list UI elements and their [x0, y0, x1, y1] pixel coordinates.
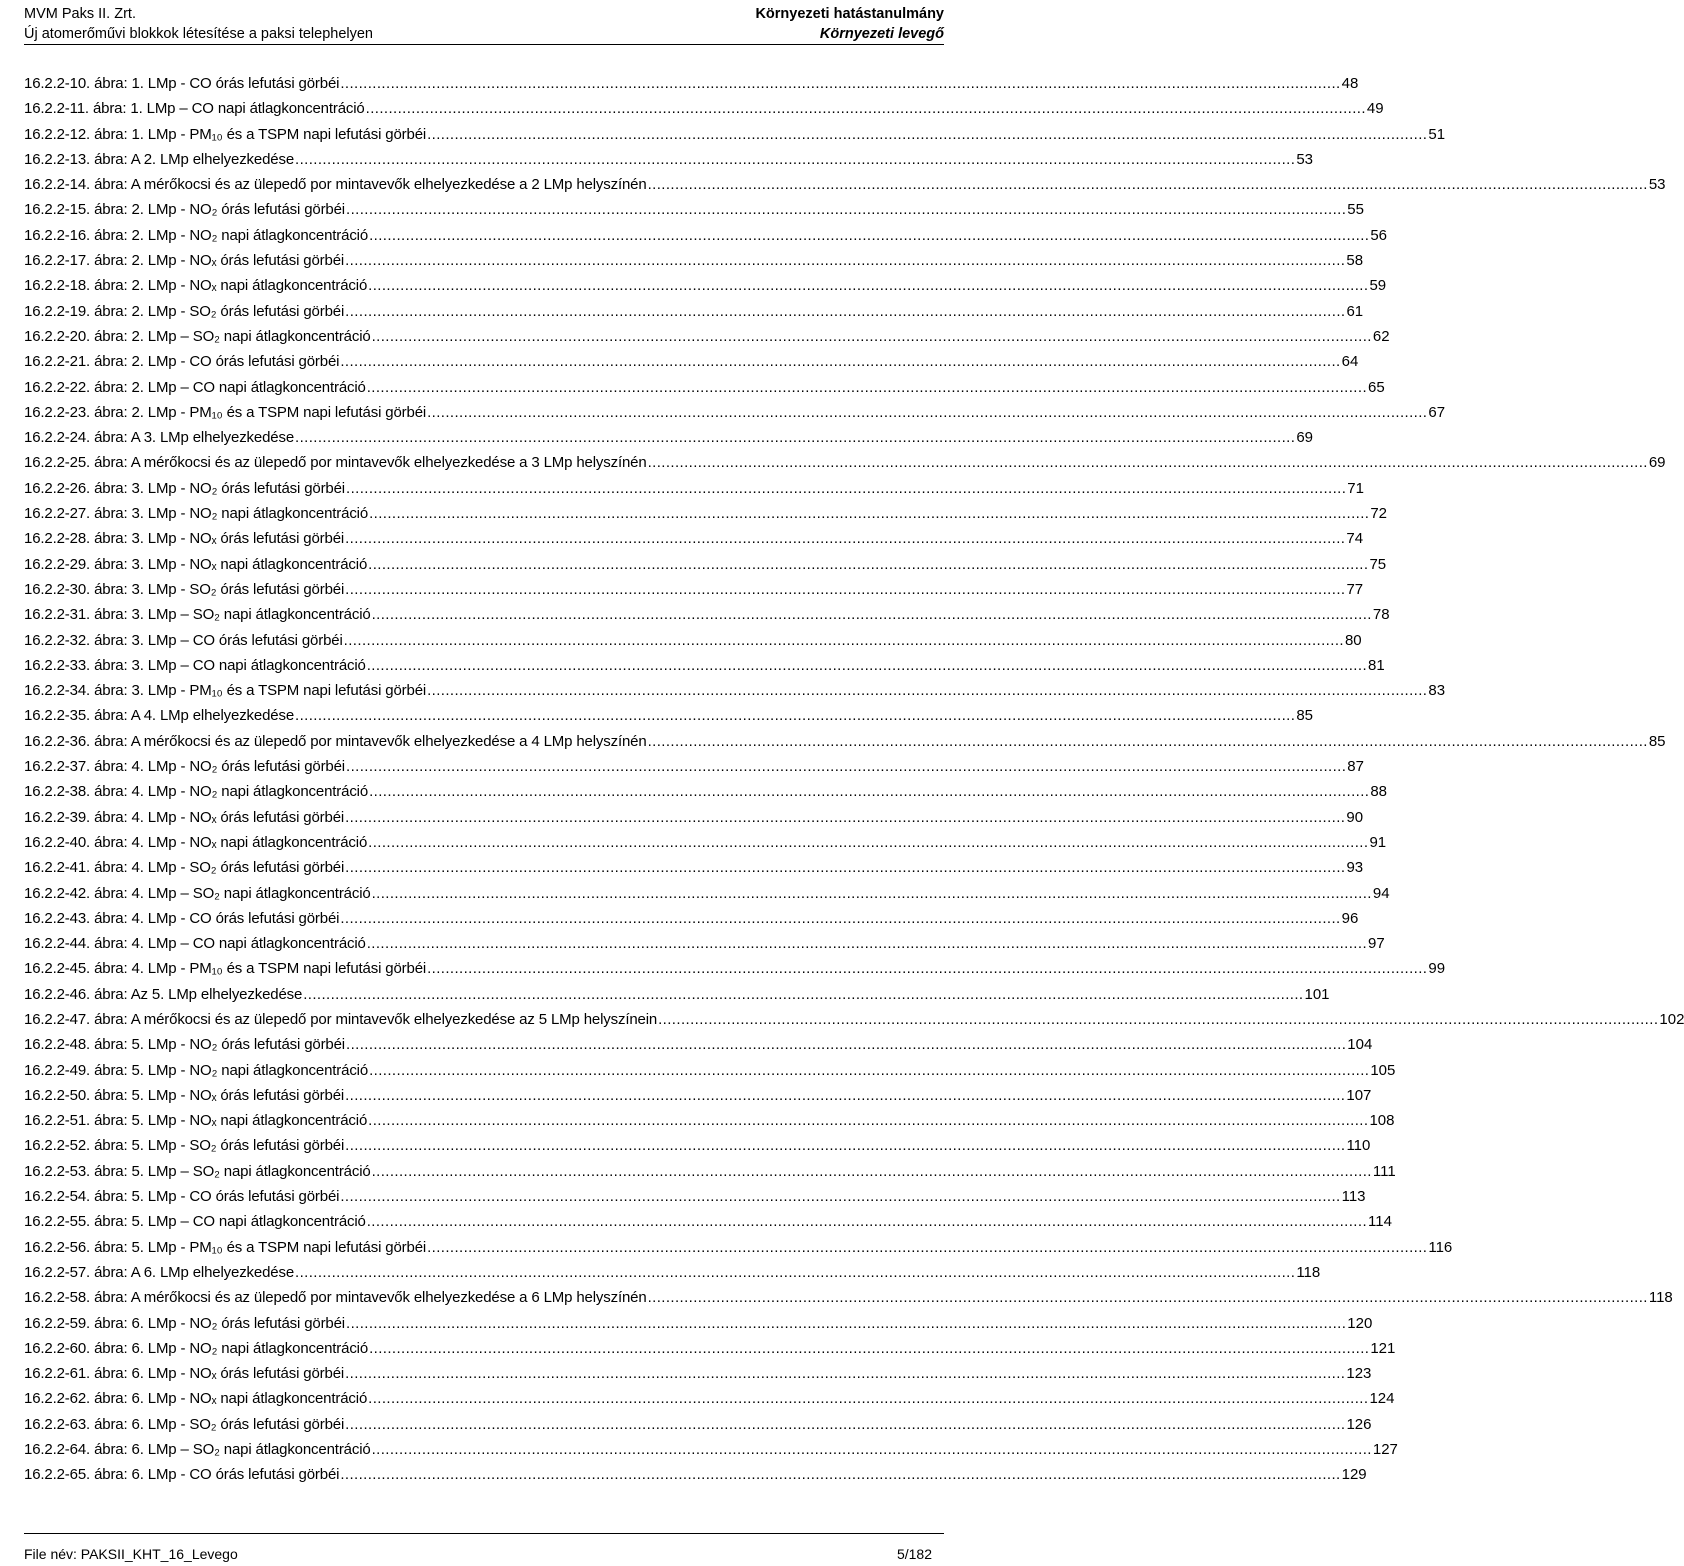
- toc-entry-page: 72: [1370, 505, 1388, 523]
- toc-entry[interactable]: [24, 1137, 1371, 1162]
- toc-entry-page: 61: [1346, 302, 1364, 320]
- toc-entry-title: 16.2.2-61. ábra: 6. LMp - NOₓ órás lefutási görbéi: [24, 1365, 345, 1383]
- dot-leader: [340, 910, 1340, 927]
- toc-entry-title: 16.2.2-28. ábra: 3. LMp - NOₓ órás lefutási görbéi: [24, 530, 345, 548]
- toc-entry-title: 16.2.2-26. ábra: 3. LMp - NO₂ órás lefutási görbéi: [24, 479, 345, 497]
- dot-leader: [295, 1264, 1295, 1281]
- dot-leader: [345, 1087, 1345, 1104]
- dot-leader: [372, 328, 1372, 345]
- dot-leader: [345, 1137, 1345, 1154]
- toc-entry-title: 16.2.2-33. ábra: 3. LMp – CO napi átlagkoncentráció: [24, 656, 366, 674]
- toc-entry-page: 85: [1648, 732, 1666, 750]
- toc-entry-title: 16.2.2-37. ábra: 4. LMp - NO₂ órás lefutási görbéi: [24, 758, 345, 776]
- dot-leader: [369, 227, 1369, 244]
- dot-leader: [295, 707, 1295, 724]
- dot-leader: [345, 303, 1345, 320]
- toc-entry-title: 16.2.2-54. ábra: 5. LMp - CO órás lefutási görbéi: [24, 1188, 340, 1206]
- toc-entry-page: 121: [1370, 1339, 1396, 1357]
- toc-entry[interactable]: [24, 277, 1387, 302]
- dot-leader: [340, 75, 1340, 92]
- toc-entry-title: 16.2.2-62. ábra: 6. LMp - NOₓ napi átlagkoncentráció: [24, 1390, 368, 1408]
- toc-entry[interactable]: [24, 1010, 1684, 1036]
- dot-leader: [369, 1340, 1369, 1357]
- toc-entry-title: 16.2.2-31. ábra: 3. LMp – SO₂ napi átlagkoncentráció: [24, 606, 371, 624]
- dot-leader: [345, 252, 1345, 269]
- toc-entry-page: 56: [1370, 226, 1388, 244]
- toc-entry[interactable]: [24, 935, 1385, 960]
- toc-entry[interactable]: [24, 327, 1390, 353]
- dot-leader: [346, 201, 1346, 218]
- toc-entry-page: 110: [1346, 1137, 1371, 1155]
- toc-entry-page: 83: [1428, 682, 1446, 700]
- toc-entry-title: 16.2.2-29. ábra: 3. LMp - NOₓ napi átlagkoncentráció: [24, 555, 368, 573]
- toc-entry-page: 88: [1370, 783, 1388, 801]
- toc-entry[interactable]: [24, 176, 1666, 201]
- toc-entry-title: 16.2.2-58. ábra: A mérőkocsi és az ülepedő por mintavevők elhelyezkedése a 6 LMp helyszínén: [24, 1289, 647, 1307]
- toc-entry-title: 16.2.2-41. ábra: 4. LMp - SO₂ órás lefutási görbéi: [24, 859, 345, 877]
- toc-entry-page: 99: [1428, 960, 1446, 978]
- toc-entry-title: 16.2.2-52. ábra: 5. LMp - SO₂ órás lefutási görbéi: [24, 1137, 345, 1155]
- toc-entry-page: 124: [1369, 1390, 1395, 1408]
- toc-entry[interactable]: [24, 1441, 1398, 1466]
- dot-leader: [344, 632, 1344, 649]
- dot-leader: [367, 379, 1367, 396]
- toc-entry-page: 75: [1369, 555, 1387, 573]
- toc-entry-title: 16.2.2-14. ábra: A mérőkocsi és az ülepedő por mintavevők elhelyezkedése a 2 LMp helyszínén: [24, 176, 647, 194]
- toc-entry[interactable]: [24, 1086, 1372, 1112]
- header-left: [24, 4, 373, 44]
- toc-entry[interactable]: [24, 353, 1359, 378]
- dot-leader: [303, 986, 1303, 1003]
- toc-entry-page: 120: [1347, 1314, 1373, 1332]
- toc-entry-page: 64: [1341, 353, 1359, 371]
- toc-entry-title: 16.2.2-51. ábra: 5. LMp - NOₓ napi átlagkoncentráció: [24, 1112, 368, 1130]
- toc-entry[interactable]: [24, 530, 1364, 555]
- dot-leader: [345, 859, 1345, 876]
- toc-entry-page: 96: [1341, 909, 1359, 927]
- dot-leader: [648, 733, 1648, 750]
- dot-leader: [346, 480, 1346, 497]
- toc-entry-page: 118: [1648, 1289, 1673, 1307]
- toc-entry-page: 71: [1347, 479, 1364, 497]
- toc-entry[interactable]: [24, 1188, 1366, 1213]
- dot-leader: [345, 1365, 1345, 1382]
- toc-entry[interactable]: [24, 985, 1330, 1011]
- toc-entry-title: 16.2.2-11. ábra: 1. LMp – CO napi átlagkoncentráció: [24, 100, 365, 118]
- toc-entry[interactable]: [24, 1390, 1395, 1415]
- toc-entry-title: 16.2.2-35. ábra: A 4. LMp elhelyezkedése: [24, 707, 295, 725]
- toc-entry[interactable]: [24, 631, 1362, 657]
- toc-entry-page: 80: [1344, 631, 1362, 649]
- toc-entry-title: 16.2.2-32. ábra: 3. LMp – CO órás lefutási görbéi: [24, 631, 343, 649]
- toc-entry-page: 77: [1346, 580, 1364, 598]
- dot-leader: [372, 606, 1372, 623]
- toc-entry[interactable]: [24, 201, 1364, 226]
- toc-entry-title: 16.2.2-25. ábra: A mérőkocsi és az ülepedő por mintavevők elhelyezkedése a 3 LMp helyszínén: [24, 454, 647, 472]
- toc-entry-title: 16.2.2-16. ábra: 2. LMp - NO₂ napi átlagkoncentráció: [24, 226, 369, 244]
- toc-entry-title: 16.2.2-53. ábra: 5. LMp – SO₂ napi átlagkoncentráció: [24, 1162, 371, 1180]
- dot-leader: [658, 1011, 1658, 1028]
- toc-entry[interactable]: [24, 1365, 1372, 1390]
- toc-entry-title: 16.2.2-47. ábra: A mérőkocsi és az ülepedő por mintavevők elhelyezkedése az 5 LMp helyszínein: [24, 1010, 658, 1028]
- toc-entry[interactable]: [24, 100, 1384, 125]
- toc-entry[interactable]: [24, 1238, 1453, 1264]
- toc-entry[interactable]: [24, 1263, 1321, 1289]
- toc-entry-title: 16.2.2-48. ábra: 5. LMp - NO₂ órás lefutási görbéi: [24, 1036, 345, 1054]
- toc-entry[interactable]: [24, 606, 1390, 631]
- toc-entry-title: 16.2.2-36. ábra: A mérőkocsi és az ülepedő por mintavevők elhelyezkedése a 4 LMp helyszínén: [24, 732, 647, 750]
- toc-entry[interactable]: [24, 75, 1359, 100]
- dot-leader: [367, 1213, 1367, 1230]
- toc-entry-page: 104: [1347, 1036, 1373, 1054]
- toc-entry[interactable]: [24, 479, 1364, 505]
- toc-entry[interactable]: [24, 555, 1387, 581]
- toc-entry[interactable]: [24, 808, 1364, 834]
- toc-entry-title: 16.2.2-21. ábra: 2. LMp - CO órás lefutási görbéi: [24, 353, 340, 371]
- toc-entry-title: 16.2.2-23. ábra: 2. LMp - PM₁₀ és a TSPM napi lefutási görbéi: [24, 403, 427, 421]
- toc-entry-title: 16.2.2-30. ábra: 3. LMp - SO₂ órás lefutási görbéi: [24, 580, 345, 598]
- dot-leader: [346, 1036, 1346, 1053]
- toc-entry-page: 65: [1368, 378, 1385, 396]
- document-title: Környezeti hatástanulmány: [755, 6, 944, 22]
- toc-entry-page: 81: [1368, 656, 1385, 674]
- dot-leader: [369, 505, 1369, 522]
- dot-leader: [346, 1315, 1346, 1332]
- toc-entry-page: 69: [1648, 454, 1666, 472]
- toc-entry-page: 87: [1347, 758, 1364, 776]
- toc-entry-page: 55: [1347, 201, 1364, 219]
- toc-entry-page: 78: [1372, 606, 1390, 624]
- page-number: 5/182: [896, 1546, 932, 1562]
- toc-entry[interactable]: [24, 833, 1387, 859]
- toc-entry-page: 51: [1428, 125, 1446, 143]
- toc-entry-title: 16.2.2-46. ábra: Az 5. LMp elhelyezkedése: [24, 985, 303, 1003]
- toc-entry[interactable]: [24, 580, 1364, 606]
- toc-entry-title: 16.2.2-15. ábra: 2. LMp - NO₂ órás lefutási görbéi: [24, 201, 345, 219]
- header-divider: [24, 44, 944, 45]
- toc-entry-title: 16.2.2-63. ábra: 6. LMp - SO₂ órás lefutási görbéi: [24, 1415, 345, 1433]
- toc-entry-title: 16.2.2-17. ábra: 2. LMp - NOₓ órás lefutási görbéi: [24, 252, 345, 270]
- toc-entry-page: 74: [1346, 530, 1364, 548]
- dot-leader: [295, 429, 1295, 446]
- toc-entry-title: 16.2.2-55. ábra: 5. LMp – CO napi átlagkoncentráció: [24, 1213, 366, 1231]
- toc-entry-title: 16.2.2-43. ábra: 4. LMp - CO órás lefutási görbéi: [24, 909, 340, 927]
- dot-leader: [368, 277, 1368, 294]
- toc-entry-title: 16.2.2-40. ábra: 4. LMp - NOₓ napi átlagkoncentráció: [24, 833, 368, 851]
- toc-entry-page: 107: [1346, 1086, 1372, 1104]
- file-name: File név: PAKSII_KHT_16_Levego: [24, 1546, 238, 1562]
- dot-leader: [368, 1390, 1368, 1407]
- toc-entry-page: 108: [1369, 1112, 1395, 1130]
- toc-entry[interactable]: [24, 682, 1446, 707]
- page-header: [0, 0, 960, 46]
- footer-divider: [24, 1533, 944, 1534]
- toc-entry[interactable]: [24, 758, 1364, 783]
- toc-entry-title: 16.2.2-45. ábra: 4. LMp - PM₁₀ és a TSPM napi lefutási görbéi: [24, 960, 427, 978]
- dot-leader: [345, 809, 1345, 826]
- toc-entry-page: 114: [1368, 1213, 1392, 1231]
- dot-leader: [648, 454, 1648, 471]
- toc-entry-title: 16.2.2-49. ábra: 5. LMp - NO₂ napi átlagkoncentráció: [24, 1061, 369, 1079]
- toc-entry-title: 16.2.2-50. ábra: 5. LMp - NOₓ órás lefutási görbéi: [24, 1086, 345, 1104]
- toc-entry[interactable]: [24, 226, 1388, 252]
- dot-leader: [372, 885, 1372, 902]
- toc-entry-title: 16.2.2-39. ábra: 4. LMp - NOₓ órás lefutási görbéi: [24, 808, 345, 826]
- dot-leader: [372, 1163, 1372, 1180]
- dot-leader: [345, 530, 1345, 547]
- toc-entry-page: 58: [1346, 252, 1364, 270]
- toc-entry[interactable]: [24, 1314, 1373, 1340]
- toc-entry[interactable]: [24, 1061, 1396, 1087]
- dot-leader: [295, 151, 1295, 168]
- toc-entry-page: 102: [1659, 1010, 1684, 1028]
- dot-leader: [427, 960, 1427, 977]
- toc-entry-title: 16.2.2-34. ábra: 3. LMp - PM₁₀ és a TSPM napi lefutási görbéi: [24, 682, 427, 700]
- toc-entry-page: 69: [1296, 429, 1313, 447]
- toc-entry-title: 16.2.2-56. ábra: 5. LMp - PM₁₀ és a TSPM napi lefutási görbéi: [24, 1238, 427, 1256]
- dot-leader: [648, 176, 1648, 193]
- toc-entry-title: 16.2.2-10. ábra: 1. LMp - CO órás lefutási görbéi: [24, 75, 340, 92]
- toc-entry-title: 16.2.2-19. ábra: 2. LMp - SO₂ órás lefutási görbéi: [24, 302, 345, 320]
- toc-entry-page: 93: [1346, 859, 1364, 877]
- dot-leader: [340, 1466, 1340, 1483]
- toc-entry-page: 59: [1369, 277, 1387, 295]
- dot-leader: [367, 657, 1367, 674]
- toc-entry[interactable]: [24, 1162, 1396, 1188]
- toc-entry[interactable]: [24, 1415, 1372, 1441]
- header-right: [755, 4, 944, 44]
- toc-entry[interactable]: [24, 505, 1388, 530]
- toc-entry-title: 16.2.2-20. ábra: 2. LMp – SO₂ napi átlagkoncentráció: [24, 327, 371, 345]
- toc-entry-title: 16.2.2-18. ábra: 2. LMp - NOₓ napi átlagkoncentráció: [24, 277, 368, 295]
- toc-entry[interactable]: [24, 125, 1446, 151]
- toc-entry-title: 16.2.2-24. ábra: A 3. LMp elhelyezkedése: [24, 429, 295, 447]
- dot-leader: [368, 1112, 1368, 1129]
- toc-entry[interactable]: [24, 403, 1446, 429]
- toc-entry-page: 49: [1366, 100, 1384, 118]
- toc-entry[interactable]: [24, 378, 1385, 404]
- toc-entry-page: 126: [1346, 1415, 1372, 1433]
- toc-entry-title: 16.2.2-64. ábra: 6. LMp – SO₂ napi átlagkoncentráció: [24, 1441, 371, 1459]
- toc-entry-page: 85: [1296, 707, 1313, 725]
- toc-entry-title: 16.2.2-42. ábra: 4. LMp – SO₂ napi átlagkoncentráció: [24, 884, 371, 902]
- toc-entry-page: 53: [1296, 150, 1313, 168]
- toc-entry-page: 62: [1372, 327, 1390, 345]
- toc-entry[interactable]: [24, 429, 1313, 454]
- toc-entry-title: 16.2.2-12. ábra: 1. LMp - PM₁₀ és a TSPM napi lefutási görbéi: [24, 125, 427, 143]
- dot-leader: [346, 758, 1346, 775]
- toc-entry[interactable]: [24, 1289, 1673, 1314]
- dot-leader: [340, 353, 1340, 370]
- toc-entry[interactable]: [24, 1213, 1392, 1238]
- dot-leader: [372, 1441, 1372, 1458]
- toc-entry[interactable]: [24, 1466, 1367, 1491]
- toc-entry-page: 105: [1370, 1061, 1396, 1079]
- dot-leader: [369, 1062, 1369, 1079]
- dot-leader: [369, 783, 1369, 800]
- toc-entry[interactable]: [24, 960, 1446, 985]
- dot-leader: [648, 1289, 1648, 1306]
- toc-entry[interactable]: [24, 909, 1359, 935]
- dot-leader: [340, 1188, 1340, 1205]
- toc-entry-page: 67: [1428, 403, 1446, 421]
- toc-entry-page: 90: [1346, 808, 1364, 826]
- toc-entry-page: 116: [1428, 1238, 1453, 1256]
- toc-entry-title: 16.2.2-38. ábra: 4. LMp - NO₂ napi átlagkoncentráció: [24, 783, 369, 801]
- toc-entry-page: 123: [1346, 1365, 1372, 1383]
- dot-leader: [345, 1416, 1345, 1433]
- toc-entry[interactable]: [24, 732, 1666, 758]
- dot-leader: [427, 1239, 1427, 1256]
- toc-entry[interactable]: [24, 783, 1388, 808]
- dot-leader: [368, 556, 1368, 573]
- toc-entry-page: 111: [1372, 1162, 1396, 1180]
- toc-entry[interactable]: [24, 707, 1313, 732]
- toc-entry-title: 16.2.2-13. ábra: A 2. LMp elhelyezkedése: [24, 150, 295, 168]
- toc-entry[interactable]: [24, 454, 1666, 479]
- table-of-figures: [24, 75, 1684, 1492]
- toc-entry-page: 118: [1296, 1263, 1321, 1281]
- toc-entry[interactable]: [24, 1112, 1395, 1137]
- toc-entry-title: 16.2.2-65. ábra: 6. LMp - CO órás lefutási görbéi: [24, 1466, 340, 1484]
- toc-entry[interactable]: [24, 302, 1364, 328]
- dot-leader: [427, 682, 1427, 699]
- company-name: MVM Paks II. Zrt.: [24, 6, 136, 22]
- dot-leader: [367, 935, 1367, 952]
- toc-entry-page: 91: [1369, 833, 1387, 851]
- toc-entry[interactable]: [24, 859, 1364, 884]
- toc-entry-page: 48: [1341, 75, 1359, 92]
- dot-leader: [427, 404, 1427, 421]
- toc-entry-page: 127: [1372, 1441, 1398, 1459]
- toc-entry-title: 16.2.2-60. ábra: 6. LMp - NO₂ napi átlagkoncentráció: [24, 1339, 369, 1357]
- toc-entry-title: 16.2.2-44. ábra: 4. LMp – CO napi átlagkoncentráció: [24, 935, 366, 953]
- toc-entry-page: 101: [1304, 985, 1330, 1003]
- project-name: Új atomerőművi blokkok létesítése a paksi telephelyen: [24, 26, 373, 42]
- toc-entry-page: 129: [1341, 1466, 1367, 1484]
- toc-entry-title: 16.2.2-27. ábra: 3. LMp - NO₂ napi átlagkoncentráció: [24, 505, 369, 523]
- toc-entry-title: 16.2.2-22. ábra: 2. LMp – CO napi átlagkoncentráció: [24, 378, 366, 396]
- section-title: Környezeti levegő: [819, 26, 944, 42]
- toc-entry-page: 113: [1341, 1188, 1366, 1206]
- toc-entry[interactable]: [24, 150, 1313, 176]
- dot-leader: [345, 581, 1345, 598]
- toc-entry-title: 16.2.2-59. ábra: 6. LMp - NO₂ órás lefutási görbéi: [24, 1314, 345, 1332]
- toc-entry-page: 94: [1372, 884, 1390, 902]
- dot-leader: [368, 834, 1368, 851]
- dot-leader: [366, 100, 1366, 117]
- toc-entry[interactable]: [24, 656, 1385, 682]
- dot-leader: [427, 126, 1427, 143]
- toc-entry-title: 16.2.2-57. ábra: A 6. LMp elhelyezkedése: [24, 1263, 295, 1281]
- toc-entry[interactable]: [24, 884, 1390, 910]
- toc-entry[interactable]: [24, 1339, 1396, 1365]
- toc-entry-page: 53: [1648, 176, 1666, 194]
- toc-entry[interactable]: [24, 1036, 1373, 1061]
- toc-entry[interactable]: [24, 252, 1364, 277]
- toc-entry-page: 97: [1368, 935, 1385, 953]
